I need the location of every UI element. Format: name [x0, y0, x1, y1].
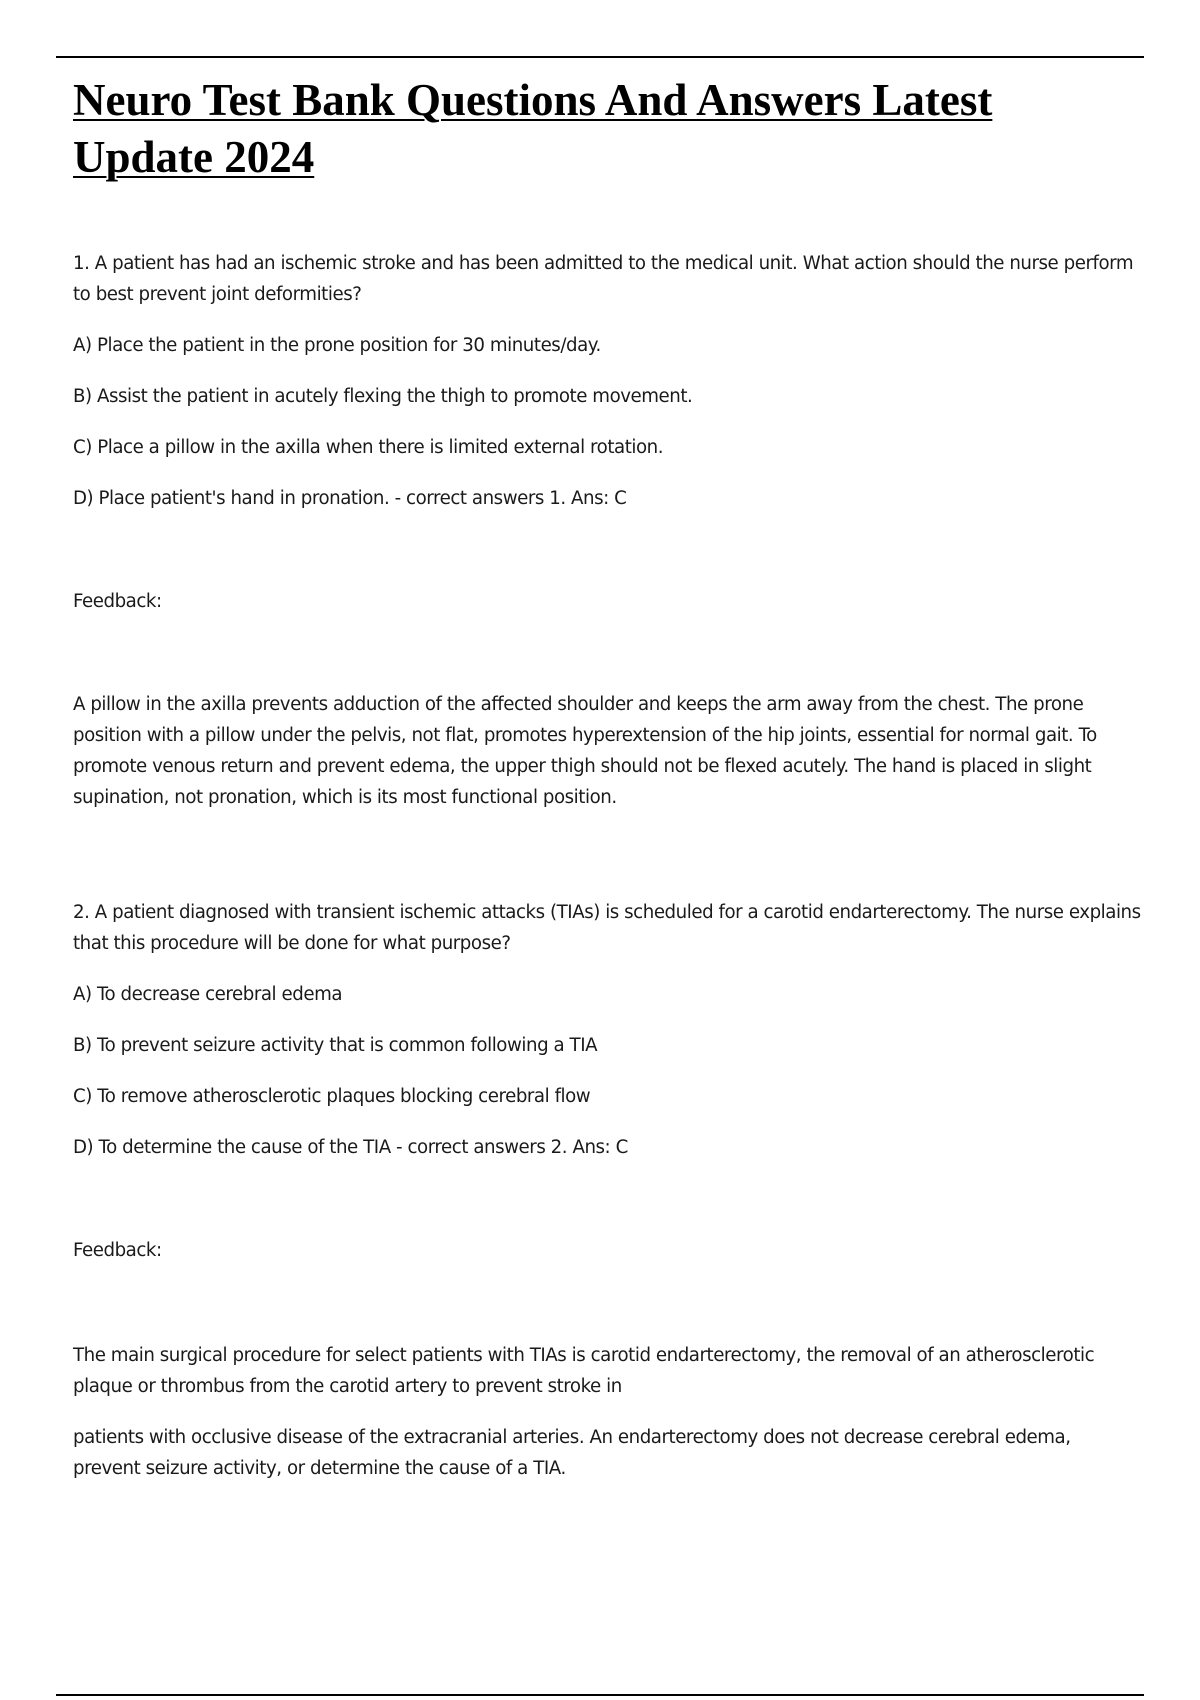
- question-stem: 1. A patient has had an ischemic stroke and has been admitted to the medical unit. What action should the nurse perform to best prevent joint deformities?: [73, 253, 1134, 305]
- question-1: [73, 248, 1143, 813]
- top-rule: [56, 56, 1144, 58]
- feedback-text: A pillow in the axilla prevents adduction of the affected shoulder and keeps the arm away from the chest. The prone position with a pillow under the pelvis, not flat, promotes hyperextension of the hip joints, essential for normal gait. To promote venous return and prevent edema, the upper thigh should not be flexed acutely. The hand is placed in slight supination, not pronation, which is its most functional position.: [73, 694, 1097, 808]
- answer-option-d: D) To determine the cause of the TIA - correct answers 2. Ans: C: [73, 1137, 628, 1158]
- feedback-text-continued: patients with occlusive disease of the extracranial arteries. An endarterectomy does not decrease cerebral edema, prevent seizure activity, or determine the cause of a TIA.: [73, 1427, 1071, 1479]
- answer-option-a: A) To decrease cerebral edema: [73, 984, 343, 1005]
- feedback-label: Feedback:: [73, 1240, 162, 1261]
- answer-option-b: B) Assist the patient in acutely flexing the thigh to promote movement.: [73, 386, 693, 407]
- document-body: [73, 72, 1143, 1484]
- page-title: Neuro Test Bank Questions And Answers Latest Update 2024: [73, 75, 993, 182]
- feedback-text: The main surgical procedure for select patients with TIAs is carotid endarterectomy, the removal of an atherosclerotic plaque or thrombus from the carotid artery to prevent stroke in: [73, 1345, 1095, 1397]
- answer-option-a: A) Place the patient in the prone position for 30 minutes/day.: [73, 335, 601, 356]
- bottom-rule: [56, 1694, 1144, 1696]
- question-2: [73, 897, 1143, 1484]
- question-stem: 2. A patient diagnosed with transient ischemic attacks (TIAs) is scheduled for a carotid endarterectomy. The nurse explains that this procedure will be done for what purpose?: [73, 902, 1141, 954]
- feedback-label: Feedback:: [73, 591, 162, 612]
- answer-option-c: C) To remove atherosclerotic plaques blocking cerebral flow: [73, 1086, 591, 1107]
- answer-option-b: B) To prevent seizure activity that is common following a TIA: [73, 1035, 598, 1056]
- answer-option-d: D) Place patient's hand in pronation. - correct answers 1. Ans: C: [73, 488, 627, 509]
- answer-option-c: C) Place a pillow in the axilla when there is limited external rotation.: [73, 437, 664, 458]
